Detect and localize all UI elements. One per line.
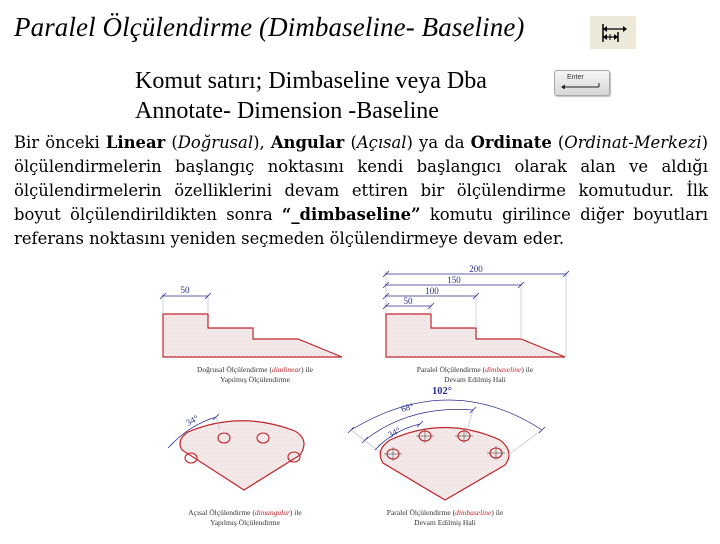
term-dimbaseline-command: “_dimbaseline” bbox=[281, 205, 421, 224]
svg-text:50: 50 bbox=[180, 285, 190, 295]
svg-text:150: 150 bbox=[447, 275, 461, 285]
term-angular: Angular bbox=[270, 133, 345, 152]
figure-4-caption: Paralel Ölçülendirme (dimbaseline) ile Devam Edilmiş Hali bbox=[386, 508, 504, 527]
figure-2-caption: Paralel Ölçülendirme (dimbaseline) ile Devam Edilmiş Hali bbox=[416, 365, 534, 384]
svg-text:102°: 102° bbox=[432, 386, 452, 397]
enter-arrow-icon bbox=[561, 83, 603, 89]
svg-text:34°: 34° bbox=[184, 413, 201, 428]
baseline-dimension-icon bbox=[590, 16, 636, 49]
command-info bbox=[135, 66, 487, 126]
dimension-drawings bbox=[140, 260, 600, 540]
page-title: Paralel Ölçülendirme (Dimbaseline- Baseline) bbox=[14, 12, 525, 42]
svg-text:100: 100 bbox=[425, 286, 439, 296]
svg-text:34°: 34° bbox=[386, 425, 403, 440]
command-line-text: Komut satırı; Dimbaseline veya Dba bbox=[135, 68, 487, 94]
figures-area bbox=[140, 260, 600, 540]
figure-angular-dimension bbox=[168, 413, 304, 490]
svg-text:50: 50 bbox=[403, 296, 413, 306]
figure-1-caption: Doğrusal Ölçülendirme (dimlinear) ile Yapılmış Ölçülendirme bbox=[196, 365, 314, 384]
figure-linear-dimension bbox=[160, 285, 342, 357]
term-ordinate: Ordinate bbox=[470, 133, 552, 152]
figure-baseline-angular-dimension bbox=[348, 386, 545, 500]
figure-3-caption: Açısal Ölçülendirme (dimangular) ile Yapılmış Ölçülendirme bbox=[188, 508, 302, 527]
svg-text:200: 200 bbox=[469, 264, 483, 274]
description-paragraph: Bir önceki Linear (Doğrusal), Angular (Açısal) ya da Ordinate (Ordinat-Merkezi) ölçülendirmelerin başlangıç noktasını kendi başlangıcı olarak alan ve aldığı ölçülendirmelerin özelliklerini devam ettiren bir ölçülendirme komutudur. İlk boyut ölçülendirildikten sonra “_dimbaseline” komutu girilince diğer boyutları referans noktasını yeniden seçmeden ölçülendirmeye devam eder. bbox=[14, 133, 708, 248]
svg-text:68°: 68° bbox=[399, 401, 415, 414]
figure-baseline-dimension bbox=[383, 264, 569, 357]
term-linear: Linear bbox=[105, 133, 166, 152]
enter-key-label: Enter bbox=[567, 74, 584, 81]
enter-key-icon bbox=[554, 70, 610, 96]
menu-path-text: Annotate- Dimension -Baseline bbox=[135, 98, 439, 124]
